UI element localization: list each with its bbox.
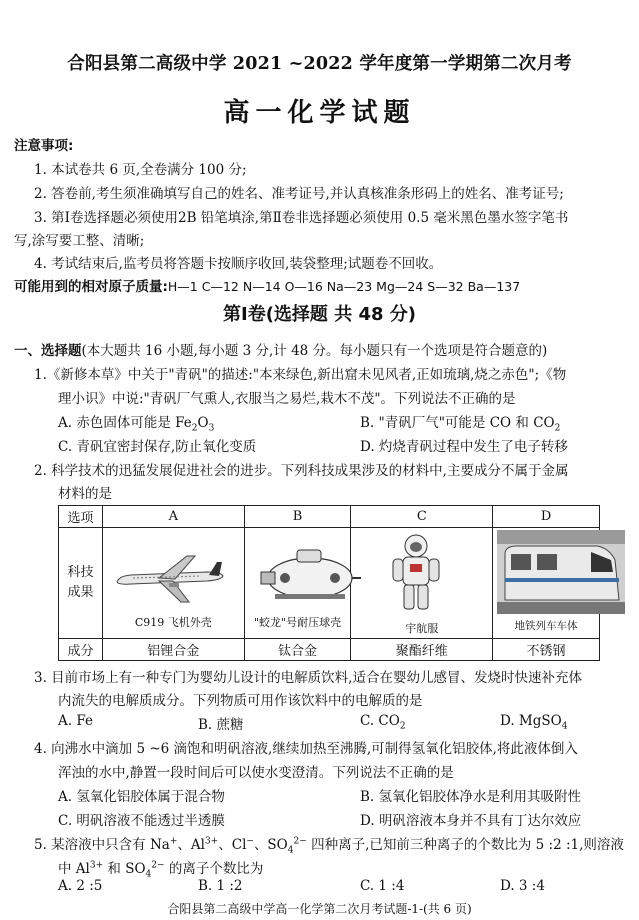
q3-d-sub: 4 bbox=[561, 721, 568, 732]
q2-stem-line2: 材料的是 bbox=[58, 486, 112, 502]
q5-text-so: 、SO bbox=[253, 837, 288, 853]
notes-heading: 注意事项: bbox=[14, 138, 74, 154]
caption-airplane: C919 飞机外壳 bbox=[134, 616, 212, 629]
q3-c-sub: 2 bbox=[399, 721, 406, 732]
q5-line2-rest: 的离子个数比为 bbox=[164, 861, 264, 877]
q5-option-d: D. 3 :4 bbox=[500, 878, 545, 894]
part-one-desc: (本大题共 16 小题,每小题 3 分,计 48 分。每小题只有一个选项是符合题意的) bbox=[81, 343, 548, 359]
q5-cl-charge: − bbox=[246, 836, 254, 847]
q3-option-a: A. Fe bbox=[58, 713, 93, 729]
note-item-4: 4. 考试结束后,监考员将答题卡按顺序收回,装袋整理;试题卷不回收。 bbox=[34, 256, 443, 272]
q5-option-a: A. 2 :5 bbox=[58, 878, 103, 894]
q5-al-charge: 3+ bbox=[204, 836, 219, 847]
table-row-material-label: 成分 bbox=[59, 639, 103, 661]
achievement-label-2: 成果 bbox=[67, 585, 94, 600]
caption-subway: 地铁列车车体 bbox=[514, 620, 578, 632]
q5-so4-charge: 2− bbox=[293, 836, 307, 847]
q1-a-sub2: 3 bbox=[208, 423, 215, 434]
q5-option-b: B. 1 :2 bbox=[198, 878, 243, 894]
q5-line2-al: 中 Al bbox=[58, 861, 90, 877]
table-header-label: 选项 bbox=[59, 506, 103, 528]
q5-text-al: 、Al bbox=[177, 837, 205, 853]
q1-option-d: D. 灼烧青矾过程中发生了电子转移 bbox=[360, 439, 568, 455]
q4-option-b: B. 氢氧化铝胶体净水是利用其吸附性 bbox=[360, 789, 582, 805]
part-one-heading bbox=[14, 339, 547, 359]
achievement-label-1: 科技 bbox=[67, 565, 94, 580]
q5-text-na: 5. 某溶液中只含有 Na bbox=[34, 837, 170, 853]
part-one-label: 一、选择题 bbox=[14, 343, 82, 359]
q1-a-mid: O bbox=[197, 415, 209, 431]
q5-option-c: C. 1 :4 bbox=[360, 878, 405, 894]
q3-stem-line2: 内流失的电解质成分。下列物质可用作该饮料中的电解质的是 bbox=[58, 693, 423, 709]
q1-a-text: A. 赤色固体可能是 Fe bbox=[58, 415, 192, 431]
material-a: 铝锂合金 bbox=[103, 639, 245, 661]
q3-d-text: D. MgSO bbox=[500, 713, 562, 729]
q4-stem-line2: 浑浊的水中,静置一段时间后可以使水变澄清。下列说法不正确的是 bbox=[58, 765, 454, 781]
caption-spacesuit: 宇航服 bbox=[405, 622, 439, 635]
table-option-d: D bbox=[493, 506, 600, 528]
q2-options-table bbox=[58, 505, 600, 661]
q5-na-charge: + bbox=[169, 836, 178, 847]
q4-option-c: C. 明矾溶液不能透过半透膜 bbox=[58, 813, 225, 829]
q5-stem-line1 bbox=[34, 833, 624, 856]
cell-airplane bbox=[103, 528, 245, 639]
q4-option-a: A. 氢氧化铝胶体属于混合物 bbox=[58, 789, 225, 805]
q2-stem-line1: 2. 科学技术的迅猛发展促进社会的进步。下列科技成果涉及的材料中,主要成分不属于金属 bbox=[34, 463, 569, 479]
paper-title: 高一化学试题 bbox=[223, 98, 416, 128]
atomic-masses-values: H—1 C—12 N—14 O—16 Na—23 Mg—24 S—32 Ba—137 bbox=[167, 279, 521, 294]
atomic-masses bbox=[14, 275, 520, 295]
q1-stem-line1: 1.《新修本草》中关于"青矾"的描述:"本来绿色,新出窟未见风者,正如琉璃,烧之赤色";《物 bbox=[34, 367, 567, 383]
cell-submersible bbox=[244, 528, 351, 639]
q5-line2-so4-sub: 4 bbox=[145, 869, 152, 880]
q3-stem-line1: 3. 目前市场上有一种专门为婴幼儿设计的电解质饮料,适合在婴幼儿感冒、发烧时快速补充体 bbox=[34, 670, 582, 686]
q1-b-text: B. "青矾厂气"可能是 CO 和 CO bbox=[360, 415, 555, 431]
note-item-1: 1. 本试卷共 6 页,全卷满分 100 分; bbox=[34, 162, 247, 178]
q5-stem-line2 bbox=[58, 857, 263, 880]
q3-c-text: C. CO bbox=[360, 713, 400, 729]
table-option-c: C bbox=[351, 506, 493, 528]
airplane-image bbox=[109, 548, 229, 608]
q1-a-sub1: 2 bbox=[191, 423, 198, 434]
subway-train-image bbox=[497, 530, 625, 614]
table-row-achievement-label bbox=[59, 528, 103, 639]
caption-submersible: "蛟龙"号耐压球壳 bbox=[253, 616, 342, 629]
table-option-b: B bbox=[244, 506, 351, 528]
q1-b-sub: 2 bbox=[554, 423, 561, 434]
q5-text-cl: 、Cl bbox=[218, 837, 247, 853]
material-b: 钛合金 bbox=[244, 639, 351, 661]
q3-option-b: B. 蔗糖 bbox=[198, 717, 244, 733]
page-footer: 合阳县第二高级中学高一化学第二次月考试题-1-(共 6 页) bbox=[167, 902, 472, 916]
spacesuit-image bbox=[391, 532, 441, 612]
q3-option-d bbox=[500, 713, 567, 732]
material-d: 不锈钢 bbox=[493, 639, 600, 661]
q4-option-d: D. 明矾溶液本身并不具有丁达尔效应 bbox=[360, 813, 582, 829]
note-item-3-cont: 写,涂写要工整、清晰; bbox=[14, 233, 145, 249]
q5-text-rest: 四种离子,已知前三种离子的个数比为 5 :2 :1,则溶液 bbox=[306, 837, 624, 853]
q3-option-c bbox=[360, 713, 406, 732]
q4-stem-line1: 4. 向沸水中滴加 5 ~6 滴饱和明矾溶液,继续加热至沸腾,可制得氢氧化铝胶体,将此液体倒入 bbox=[34, 741, 578, 757]
q1-stem-line2: 理小识》中说:"青矾厂气熏人,衣服当之易烂,栽木不茂"。下列说法不正确的是 bbox=[58, 391, 516, 407]
material-c: 聚酯纤维 bbox=[351, 639, 493, 661]
cell-spacesuit bbox=[351, 528, 493, 639]
q1-option-a bbox=[58, 411, 214, 434]
section-title: 第Ⅰ卷(选择题 共 48 分) bbox=[223, 304, 416, 325]
school-exam-line: 合阳县第二高级中学 2021 ~2022 学年度第一学期第二次月考 bbox=[67, 54, 572, 74]
atomic-masses-label: 可能用到的相对原子质量: bbox=[14, 279, 168, 295]
note-item-2: 2. 答卷前,考生须准确填写自己的姓名、准考证号,并认真核准条形码上的姓名、准考证号; bbox=[34, 186, 564, 202]
q5-so4-sub: 4 bbox=[287, 845, 294, 856]
q1-option-c: C. 青矾宜密封保存,防止氧化变质 bbox=[58, 439, 257, 455]
submersible-image bbox=[255, 538, 365, 610]
q5-line2-al-charge: 3+ bbox=[89, 860, 104, 871]
cell-subway bbox=[493, 528, 600, 639]
q1-option-b bbox=[360, 411, 560, 434]
q5-line2-so4-charge: 2− bbox=[151, 860, 165, 871]
note-item-3: 3. 第Ⅰ卷选择题必须使用2B 铅笔填涂,第Ⅱ卷非选择题必须使用 0.5 毫米黑色墨水签字笔书 bbox=[34, 210, 569, 226]
q5-line2-so: 和 SO bbox=[103, 861, 146, 877]
table-option-a: A bbox=[103, 506, 245, 528]
